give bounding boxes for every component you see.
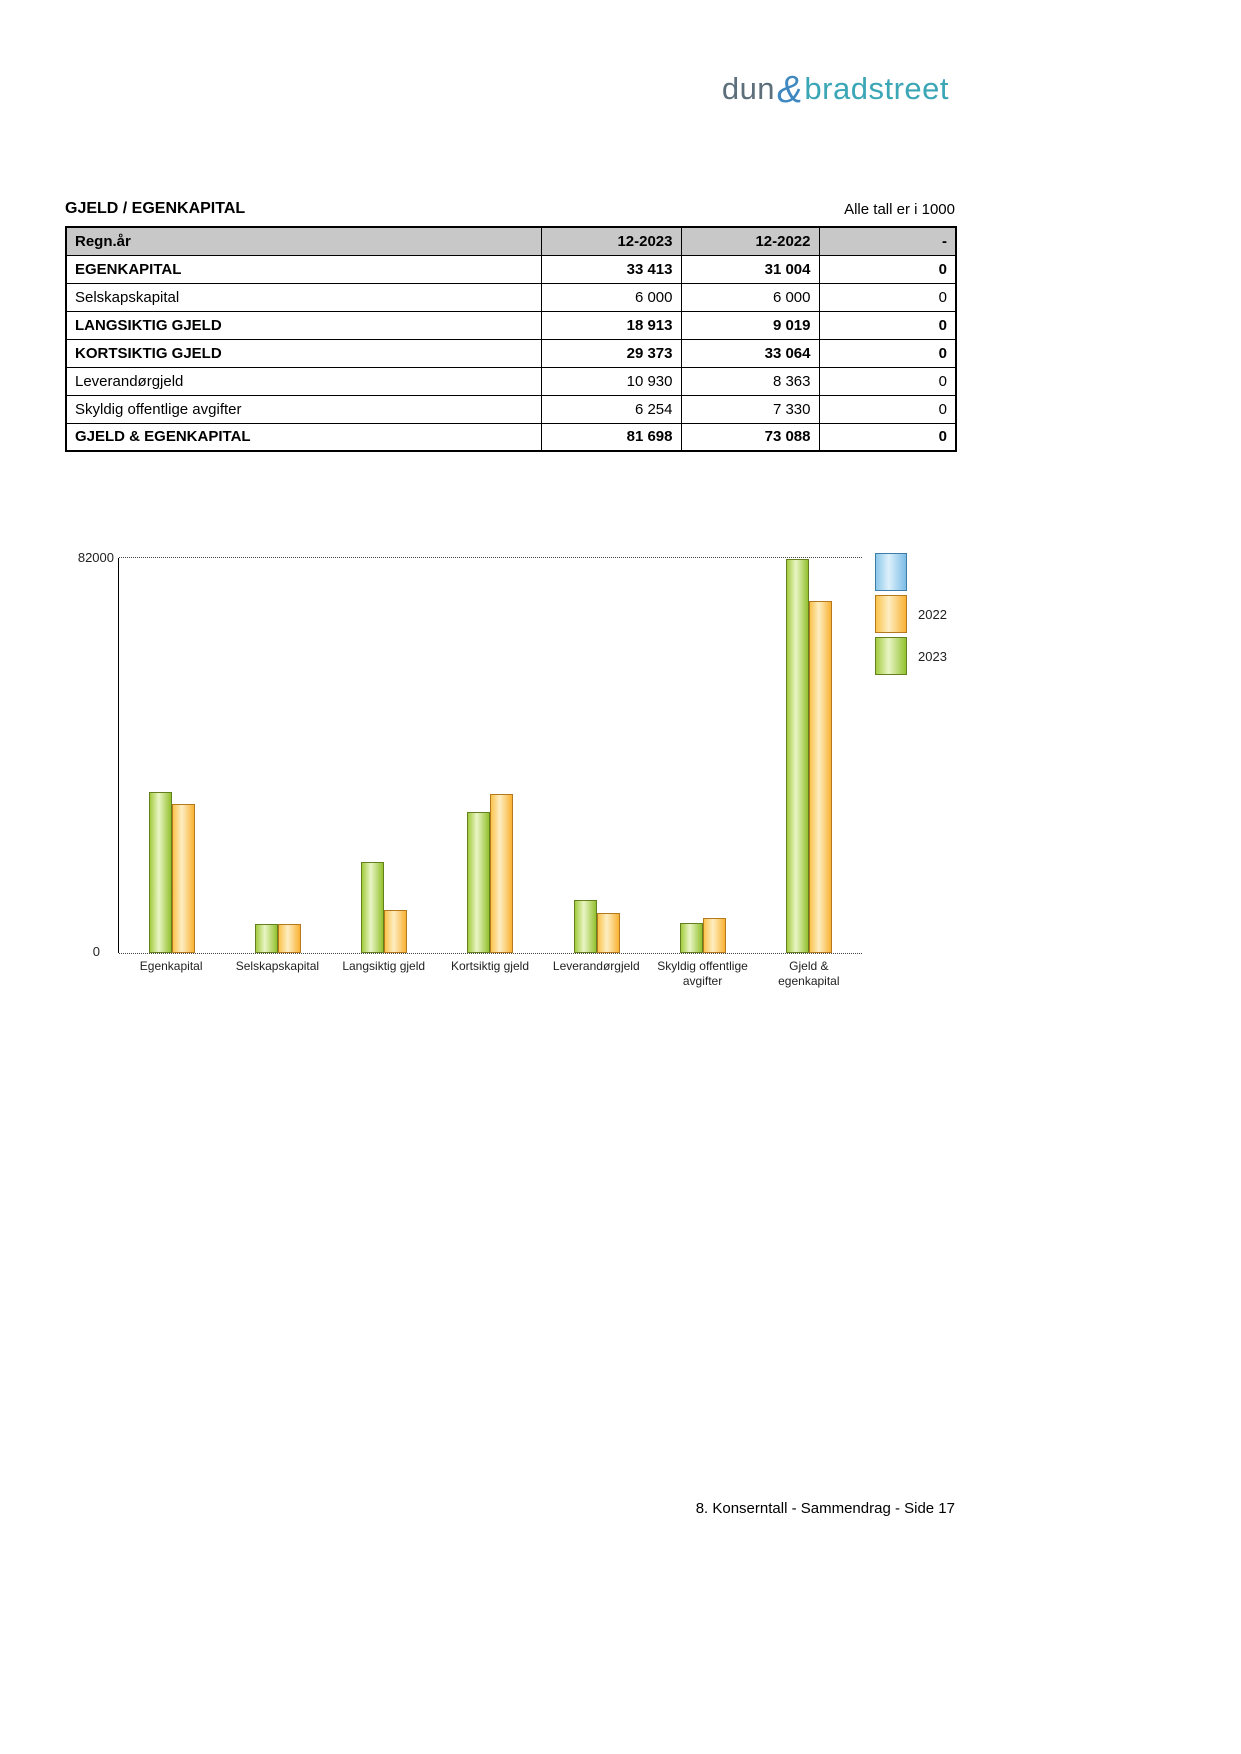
category-label: Gjeld & egenkapital	[778, 959, 840, 988]
bar-2022	[278, 924, 301, 953]
table-column-header: 12-2022	[681, 227, 819, 255]
row-label: KORTSIKTIG GJELD	[66, 339, 541, 367]
bar-group	[756, 558, 862, 953]
row-value: 6 000	[681, 283, 819, 311]
row-label: Leverandørgjeld	[66, 367, 541, 395]
y-axis-tick-min: 0	[92, 944, 100, 959]
table-row	[66, 283, 956, 311]
bar-group	[437, 558, 543, 953]
row-value: 18 913	[541, 311, 681, 339]
row-label: GJELD & EGENKAPITAL	[66, 423, 541, 451]
x-axis-baseline	[119, 953, 862, 954]
bar-2022	[597, 913, 620, 953]
table-row	[66, 311, 956, 339]
row-value: 33 064	[681, 339, 819, 367]
bar-chart	[0, 545, 1241, 1015]
table-header-row	[66, 227, 956, 255]
row-value: 0	[819, 367, 956, 395]
category-label: Egenkapital	[139, 959, 203, 973]
page-footer: 8. Konserntall - Sammendrag - Side 17	[695, 1500, 955, 1517]
row-value: 9 019	[681, 311, 819, 339]
category-label: Selskapskapital	[235, 959, 320, 973]
table-column-header: 12-2023	[541, 227, 681, 255]
legend-item	[875, 637, 947, 675]
row-value: 8 363	[681, 367, 819, 395]
financial-table	[65, 226, 957, 452]
logo-text-dun: dun	[721, 71, 776, 106]
row-value: 0	[819, 395, 956, 423]
row-value: 81 698	[541, 423, 681, 451]
table-column-header: Regn.år	[66, 227, 541, 255]
legend-label: 2022	[918, 606, 947, 622]
logo-ampersand-icon: &	[777, 69, 803, 111]
bar-group	[650, 558, 756, 953]
bar-group	[225, 558, 331, 953]
legend-swatch-blue	[875, 553, 907, 591]
category-label: Skyldig offentlige avgifter	[657, 959, 748, 988]
bar-groups	[119, 558, 862, 953]
table-row	[66, 423, 956, 451]
bar-2022	[384, 910, 407, 953]
row-value: 31 004	[681, 255, 819, 283]
legend-swatch-orange	[875, 595, 907, 633]
bar-2023	[574, 900, 597, 953]
bar-group	[119, 558, 225, 953]
units-note: Alle tall er i 1000	[844, 201, 955, 218]
bar-group	[544, 558, 650, 953]
legend-item	[875, 595, 947, 633]
category-label: Leverandørgjeld	[552, 959, 640, 973]
bar-2023	[786, 559, 809, 953]
row-value: 29 373	[541, 339, 681, 367]
bar-2023	[255, 924, 278, 953]
plot-area	[118, 558, 862, 953]
row-value: 0	[819, 283, 956, 311]
row-value: 0	[819, 423, 956, 451]
bar-2023	[680, 923, 703, 953]
bar-2022	[172, 804, 195, 953]
chart-legend	[875, 553, 947, 679]
row-label: Skyldig offentlige avgifter	[66, 395, 541, 423]
bar-group	[331, 558, 437, 953]
row-value: 6 000	[541, 283, 681, 311]
bar-2022	[809, 601, 832, 953]
table-row	[66, 395, 956, 423]
table-row	[66, 367, 956, 395]
bar-2023	[149, 792, 172, 953]
title-row	[65, 200, 955, 218]
row-value: 6 254	[541, 395, 681, 423]
table-column-header: -	[819, 227, 956, 255]
legend-item	[875, 553, 947, 591]
legend-swatch-green	[875, 637, 907, 675]
row-label: LANGSIKTIG GJELD	[66, 311, 541, 339]
bar-2022	[490, 794, 513, 953]
logo-text-bradstreet: bradstreet	[804, 71, 949, 106]
bar-2023	[467, 812, 490, 953]
row-label: Selskapskapital	[66, 283, 541, 311]
row-value: 0	[819, 255, 956, 283]
row-value: 7 330	[681, 395, 819, 423]
category-label: Langsiktig gjeld	[342, 959, 426, 973]
table-row	[66, 339, 956, 367]
row-value: 0	[819, 339, 956, 367]
dnb-logo	[722, 66, 949, 109]
row-value: 10 930	[541, 367, 681, 395]
row-value: 73 088	[681, 423, 819, 451]
row-value: 33 413	[541, 255, 681, 283]
bar-2023	[361, 862, 384, 953]
category-label: Kortsiktig gjeld	[450, 959, 529, 973]
section-title: GJELD / EGENKAPITAL	[65, 200, 246, 217]
row-value: 0	[819, 311, 956, 339]
bar-2022	[703, 918, 726, 953]
row-label: EGENKAPITAL	[66, 255, 541, 283]
category-labels	[118, 959, 862, 989]
y-axis-tick-max: 82000	[77, 550, 114, 565]
legend-label: 2023	[918, 648, 947, 664]
table-row	[66, 255, 956, 283]
